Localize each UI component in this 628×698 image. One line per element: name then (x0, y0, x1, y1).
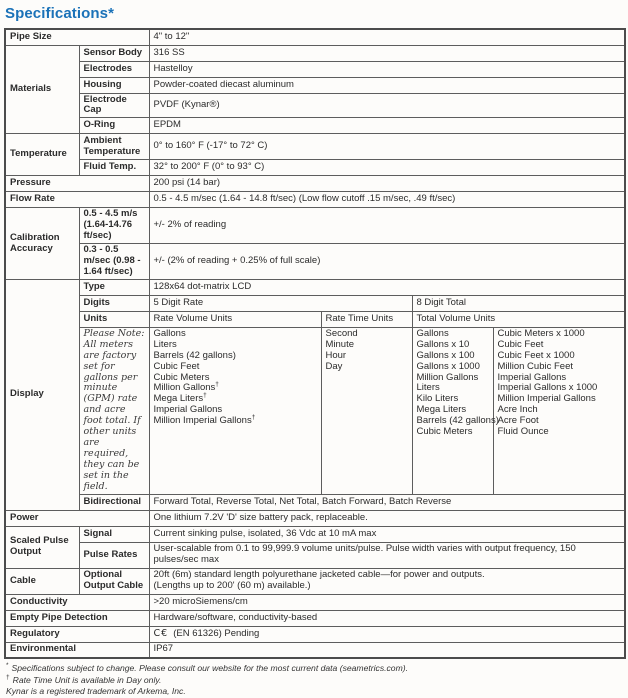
unit-item: Fluid Ounce (497, 426, 549, 438)
unit-item: Barrels (42 gallons) (416, 415, 499, 427)
unit-item: Mega Liters (416, 404, 467, 416)
scaled-pulse-output-label: Scaled Pulse Output (5, 526, 79, 568)
footnote-marker-dagger: † (6, 673, 10, 681)
row-materials-electrode-cap (5, 93, 625, 118)
pulse-rates-value: User-scalable from 0.1 to 99,999.9 volume units/pulse. Pulse width varies with output frequency, 150 pulses/sec max (149, 542, 625, 568)
unit-item: Gallons x 1000 (416, 360, 480, 372)
cal-range-high-label: 0.5 - 4.5 m/s (1.64-14.76 ft/sec) (79, 208, 149, 244)
unit-item: Acre Foot (497, 415, 539, 427)
row-materials-electrodes (5, 61, 625, 77)
units-note (79, 327, 149, 494)
environmental-value: IP67 (149, 642, 625, 658)
unit-item: Gallons (153, 327, 186, 339)
cal-range-low-label: 0.3 - 0.5 m/sec (0.98 - 1.64 ft/sec) (79, 244, 149, 280)
footnote-text: Rate Time Unit is available in Day only. (12, 674, 162, 685)
pipe-size-label: Pipe Size (5, 29, 149, 45)
power-label: Power (5, 510, 149, 526)
unit-item: Mega Liters† (153, 392, 207, 405)
footnote-kynar-trademark (6, 686, 624, 698)
empty-pipe-detection-value: Hardware/software, conductivity-based (149, 610, 625, 626)
unit-item: Cubic Feet (153, 360, 200, 372)
footnote-text: Specifications subject to change. Please consult our website for the most current data (seametrics.com). (11, 663, 408, 674)
row-display-digits (5, 295, 625, 311)
ce-mark-icon: C€ (153, 627, 169, 639)
digits-label: Digits (79, 295, 149, 311)
unit-item: Kilo Liters (416, 393, 459, 405)
unit-item: Liters (153, 338, 177, 350)
unit-item: Gallons x 100 (416, 349, 475, 361)
pipe-size-value: 4" to 12" (149, 29, 625, 45)
row-pulse-rates (5, 542, 625, 568)
unit-item: Million Gallons† (153, 381, 219, 394)
row-materials-sensor-body (5, 45, 625, 61)
materials-label: Materials (5, 45, 79, 134)
specifications-table (4, 28, 626, 659)
total-volume-units-header: Total Volume Units (412, 311, 625, 327)
signal-value: Current sinking pulse, isolated, 36 Vdc at 10 mA max (149, 526, 625, 542)
pulse-rates-label: Pulse Rates (79, 542, 149, 568)
page-title: Specifications* (5, 5, 115, 22)
housing-value: Powder-coated diecast aluminum (149, 77, 625, 93)
units-note-body: All meters are factory set for gallons per minute (GPM) rate and acre foot total. If other units are required, they can be set in the field. (83, 338, 141, 492)
cal-range-high-value: +/- 2% of reading (149, 208, 625, 244)
display-type-value: 128x64 dot-matrix LCD (149, 279, 625, 295)
row-materials-housing (5, 77, 625, 93)
units-label: Units (79, 311, 149, 327)
row-fluid-temp (5, 160, 625, 176)
environmental-label: Environmental (5, 642, 149, 658)
unit-item: Cubic Meters (153, 371, 210, 383)
row-display-type (5, 279, 625, 295)
unit-item: Imperial Gallons (153, 404, 223, 416)
unit-item: Cubic Meters (416, 426, 473, 438)
row-calibration-accuracy-high (5, 208, 625, 244)
sensor-body-label: Sensor Body (79, 45, 149, 61)
row-materials-o-ring (5, 118, 625, 134)
unit-item: Million Imperial Gallons (497, 393, 596, 405)
electrode-cap-label: Electrode Cap (79, 93, 149, 118)
row-pulse-signal (5, 526, 625, 542)
regulatory-value (149, 626, 625, 642)
cal-range-low-value: +/- (2% of reading + 0.25% of full scale) (149, 244, 625, 280)
flow-rate-value: 0.5 - 4.5 m/sec (1.64 - 14.8 ft/sec) (Low flow cutoff .15 m/sec, .49 ft/sec) (149, 192, 625, 208)
row-display-units-header (5, 311, 625, 327)
cable-value-line1: 20ft (6m) standard length polyurethane jacketed cable—for power and outputs. (153, 569, 485, 581)
conductivity-label: Conductivity (5, 594, 149, 610)
unit-item: Second (325, 327, 358, 339)
total-volume-units-list-2 (493, 327, 625, 494)
unit-item: Minute (325, 338, 355, 350)
cable-value (149, 568, 625, 594)
bidirectional-label: Bidirectional (79, 494, 149, 510)
cable-label: Cable (5, 568, 79, 594)
row-environmental (5, 642, 625, 658)
row-power (5, 510, 625, 526)
rate-volume-units-header: Rate Volume Units (149, 311, 321, 327)
power-value: One lithium 7.2V 'D' size battery pack, replaceable. (149, 510, 625, 526)
conductivity-value: >20 microSiemens/cm (149, 594, 625, 610)
unit-item: Million Cubic Feet (497, 360, 573, 372)
row-ambient-temperature (5, 134, 625, 160)
pressure-label: Pressure (5, 176, 149, 192)
unit-item: Cubic Feet (497, 338, 544, 350)
footnote-rate-time-unit (6, 675, 624, 687)
unit-item: Gallons x 10 (416, 338, 470, 350)
bidirectional-value: Forward Total, Reverse Total, Net Total, Batch Forward, Batch Reverse (149, 494, 625, 510)
unit-item: Liters (416, 382, 440, 394)
footnote-marker-asterisk: * (6, 662, 9, 670)
unit-item: Million Imperial Gallons† (153, 414, 256, 427)
signal-label: Signal (79, 526, 149, 542)
sensor-body-value: 316 SS (149, 45, 625, 61)
row-cable (5, 568, 625, 594)
unit-item: Million Gallons (416, 371, 479, 383)
ambient-temperature-value: 0° to 160° F (-17° to 72° C) (149, 134, 625, 160)
rate-time-units-header: Rate Time Units (321, 311, 412, 327)
row-flow-rate (5, 192, 625, 208)
housing-label: Housing (79, 77, 149, 93)
ambient-temperature-label: Ambient Temperature (79, 134, 149, 160)
rate-volume-units-list (149, 327, 321, 494)
row-calibration-accuracy-low (5, 244, 625, 280)
rate-time-units-list (321, 327, 412, 494)
electrodes-label: Electrodes (79, 61, 149, 77)
row-pressure (5, 176, 625, 192)
unit-item: Cubic Feet x 1000 (497, 349, 575, 361)
footnote-text: Kynar is a registered trademark of Arkema, Inc. (6, 686, 186, 697)
unit-item: Acre Inch (497, 404, 538, 416)
unit-item: Cubic Meters x 1000 (497, 327, 585, 339)
row-conductivity (5, 594, 625, 610)
total-volume-units-list-1 (412, 327, 499, 494)
regulatory-text: (EN 61326) Pending (173, 627, 260, 639)
regulatory-label: Regulatory (5, 626, 149, 642)
digits-total-value: 8 Digit Total (412, 295, 625, 311)
unit-item: Gallons (416, 327, 449, 339)
calibration-accuracy-label: Calibration Accuracy (5, 208, 79, 280)
fluid-temp-value: 32° to 200° F (0° to 93° C) (149, 160, 625, 176)
electrodes-value: Hastelloy (149, 61, 625, 77)
fluid-temp-label: Fluid Temp. (79, 160, 149, 176)
flow-rate-label: Flow Rate (5, 192, 149, 208)
o-ring-value: EPDM (149, 118, 625, 134)
empty-pipe-detection-label: Empty Pipe Detection (5, 610, 149, 626)
o-ring-label: O-Ring (79, 118, 149, 134)
units-note-heading: Please Note: (83, 327, 145, 339)
optional-output-cable-label: Optional Output Cable (79, 568, 149, 594)
unit-item: Barrels (42 gallons) (153, 349, 236, 361)
unit-item: Hour (325, 349, 347, 361)
row-empty-pipe-detection (5, 610, 625, 626)
temperature-label: Temperature (5, 134, 79, 176)
unit-item: Imperial Gallons (497, 371, 567, 383)
unit-item: Imperial Gallons x 1000 (497, 382, 598, 394)
cable-value-line2: (Lengths up to 200' (60 m) available.) (153, 580, 311, 592)
display-type-label: Type (79, 279, 149, 295)
display-label: Display (5, 279, 79, 510)
digits-rate-value: 5 Digit Rate (149, 295, 412, 311)
row-display-units-lists (5, 327, 625, 494)
footnote-specifications (6, 663, 624, 675)
footnotes (6, 663, 624, 698)
row-display-bidirectional (5, 494, 625, 510)
pressure-value: 200 psi (14 bar) (149, 176, 625, 192)
row-pipe-size (5, 29, 625, 45)
unit-item: Day (325, 360, 343, 372)
electrode-cap-value: PVDF (Kynar®) (149, 93, 625, 118)
row-regulatory (5, 626, 625, 642)
